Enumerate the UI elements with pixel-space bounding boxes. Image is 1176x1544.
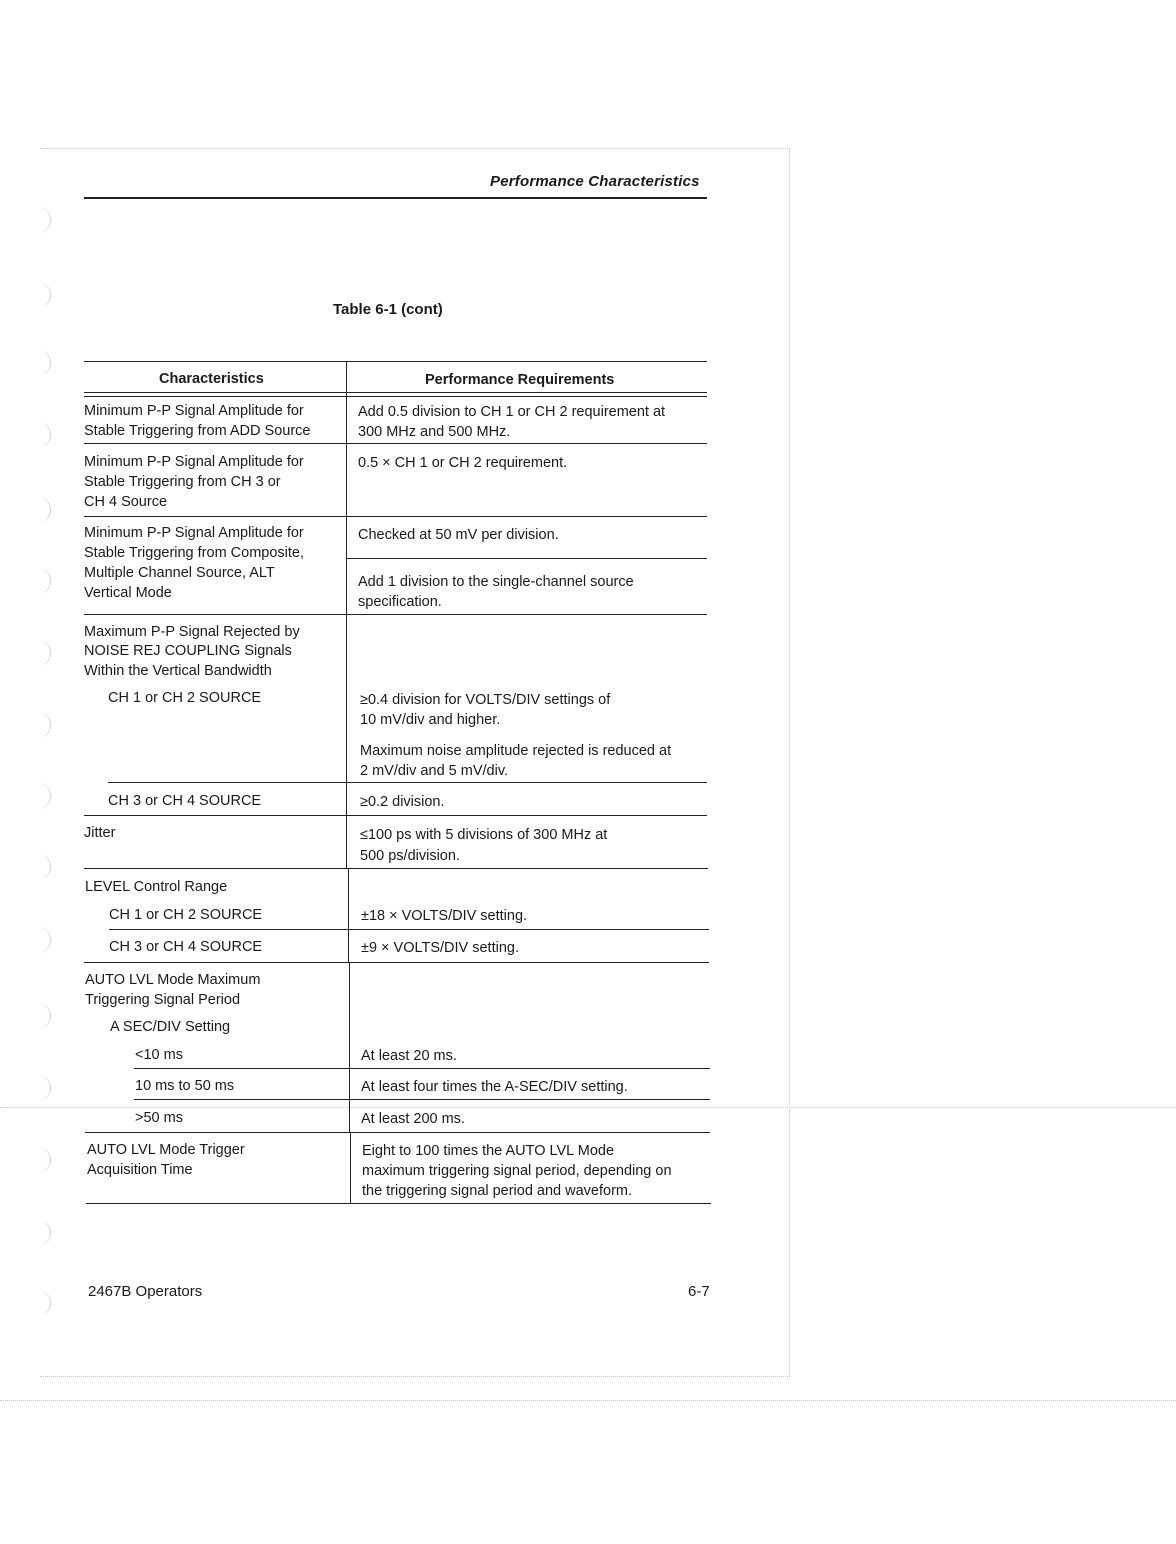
req-line: At least four times the A-SEC/DIV setting. [361,1079,628,1095]
char-line: AUTO LVL Mode Maximum [85,972,261,988]
char-line: Triggering Signal Period [85,992,241,1008]
req-line: Eight to 100 times the AUTO LVL Mode [362,1143,615,1159]
char-line: Stable Triggering from Composite, [84,545,305,561]
req-line: Maximum noise amplitude rejected is reduced at [360,743,672,759]
table-bottom-rule [86,1203,711,1204]
footer-manual-title: 2467B Operators [88,1283,203,1300]
req-line: Add 1 division to the single-channel source [358,574,634,590]
char-line: Within the Vertical Bandwidth [84,663,272,679]
binder-hole-mark [36,783,51,809]
scan-edge-lower [0,1400,1176,1401]
binder-hole-mark [36,640,51,666]
char-line: Vertical Mode [84,585,172,601]
sub-row-rule [346,558,707,559]
char-line: Jitter [84,825,116,841]
row-rule [84,962,709,963]
sub-row-rule [109,929,709,930]
req-line: 10 mV/div and higher. [360,712,501,728]
row-rule [84,516,707,517]
req-line: maximum triggering signal period, depending on [362,1163,672,1179]
req-line: 2 mV/div and 5 mV/div. [360,763,509,779]
column-divider [349,962,350,1133]
sub-row-rule [108,782,707,783]
req-line: 0.5 × CH 1 or CH 2 requirement. [358,455,568,471]
char-line: Stable Triggering from ADD Source [84,423,311,439]
binder-hole-mark [36,1003,51,1029]
req-line: the triggering signal period and waveform. [362,1183,633,1199]
req-line: ≤100 ps with 5 divisions of 300 MHz at [360,827,608,843]
column-divider [346,443,347,516]
req-line: Checked at 50 mV per division. [358,527,559,543]
sub-characteristic: CH 3 or CH 4 SOURCE [109,939,263,955]
char-line: Multiple Channel Source, ALT [84,565,275,581]
binder-hole-mark [36,1220,51,1246]
req-line: At least 20 ms. [361,1048,457,1064]
sub-characteristic: CH 3 or CH 4 SOURCE [108,793,262,809]
req-line: ≥0.4 division for VOLTS/DIV settings of [360,692,611,708]
req-line: ±18 × VOLTS/DIV setting. [361,908,528,924]
binder-hole-mark [36,497,51,523]
running-head: Performance Characteristics [490,173,700,190]
binder-hole-mark [36,207,51,233]
binder-hole-mark [36,422,51,448]
sub-row-rule [134,1099,710,1100]
header-rule [84,197,707,199]
binder-hole-mark [36,350,51,376]
header-rule-1 [84,392,707,393]
column-divider [350,1132,351,1204]
sub-characteristic: CH 1 or CH 2 SOURCE [108,690,262,706]
column-divider [348,868,349,962]
row-rule [84,443,707,444]
sub-sub-characteristic: 10 ms to 50 ms [135,1078,235,1094]
req-line: ≥0.2 division. [360,794,445,810]
binder-hole-mark [36,568,51,594]
binder-hole-mark [36,1290,51,1316]
char-line: LEVEL Control Range [85,879,228,895]
row-rule [84,614,707,615]
char-line: CH 4 Source [84,494,168,510]
char-line: AUTO LVL Mode Trigger [87,1142,245,1158]
char-line: Maximum P-P Signal Rejected by [84,624,300,640]
column-divider [346,516,347,614]
binder-hole-mark [36,712,51,738]
header-rule-2 [84,396,707,397]
sub-sub-characteristic: >50 ms [135,1110,183,1126]
binder-hole-mark [36,282,51,308]
req-line: 500 ps/division. [360,848,460,864]
req-line: 300 MHz and 500 MHz. [358,424,511,440]
table-top-rule [84,361,707,362]
char-line: Minimum P-P Signal Amplitude for [84,525,304,541]
sub-row-rule [134,1068,710,1069]
char-line: Acquisition Time [87,1162,193,1178]
char-line: Stable Triggering from CH 3 or [84,474,281,490]
footer-page-number: 6-7 [688,1283,710,1300]
req-line: ±9 × VOLTS/DIV setting. [361,940,519,956]
row-rule [84,868,708,869]
binder-hole-mark [36,1147,51,1173]
column-divider [346,614,347,869]
sub-characteristic: A SEC/DIV Setting [110,1019,231,1035]
binder-hole-mark [36,927,51,953]
column-header-characteristics: Characteristics [159,371,264,387]
sub-sub-characteristic: <10 ms [135,1047,183,1063]
row-rule [85,1132,710,1133]
binder-hole-mark [36,1075,51,1101]
scan-edge-top [40,148,788,149]
column-header-requirements: Performance Requirements [425,372,615,388]
scan-edge-bottom [40,1376,790,1377]
req-line: At least 200 ms. [361,1111,465,1127]
table-title: Table 6-1 (cont) [333,301,443,318]
req-line: Add 0.5 division to CH 1 or CH 2 requirement at [358,404,666,420]
req-line: specification. [358,594,442,610]
sub-characteristic: CH 1 or CH 2 SOURCE [109,907,263,923]
row-rule [84,815,707,816]
column-divider [346,361,347,443]
char-line: Minimum P-P Signal Amplitude for [84,454,304,470]
binder-hole-mark [36,854,51,880]
char-line: NOISE REJ COUPLING Signals [84,643,292,659]
scan-edge-right [789,148,790,1376]
char-line: Minimum P-P Signal Amplitude for [84,403,304,419]
